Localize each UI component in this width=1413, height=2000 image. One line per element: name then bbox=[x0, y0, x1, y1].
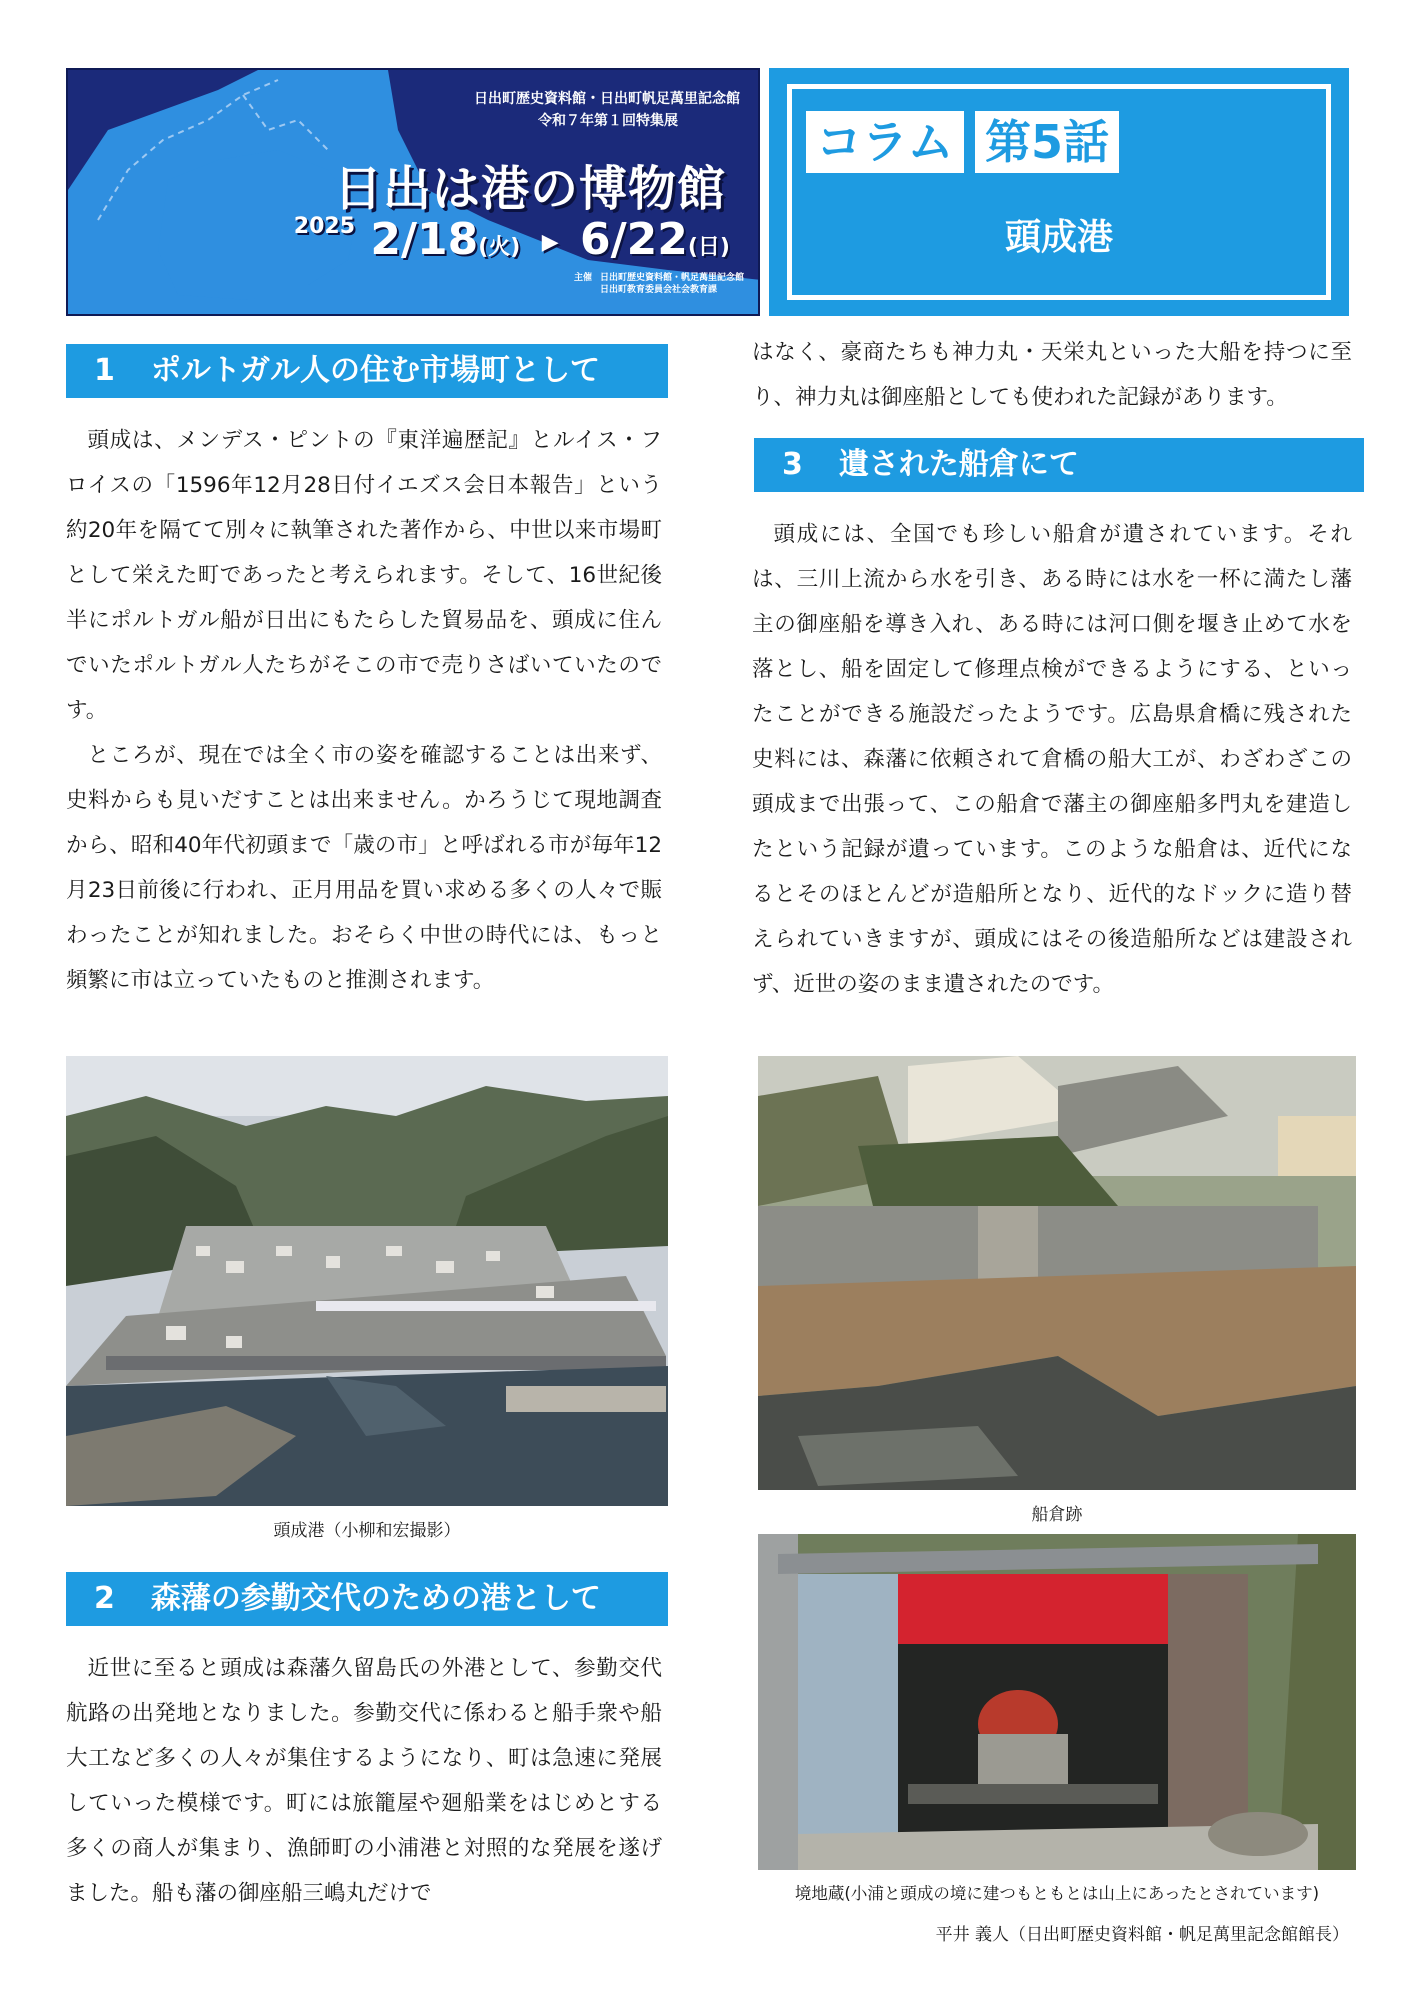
harbor-aerial-photo bbox=[66, 1056, 668, 1506]
banner-dates bbox=[294, 214, 730, 265]
section-2-number: 2 bbox=[94, 1581, 115, 1616]
author-credit: 平井 義人（日出町歴史資料館・帆足萬里記念館館長） bbox=[935, 1925, 1349, 1945]
column-tag: コラム bbox=[806, 111, 964, 173]
column-title: 頭成港 bbox=[1004, 217, 1113, 258]
banner-start-date: 2/18 bbox=[370, 214, 479, 265]
photo-3-caption: 境地蔵(小浦と頭成の境に建つもともとは山上にあったとされています) bbox=[794, 1884, 1320, 1903]
column-episode: 第5話 bbox=[975, 111, 1119, 173]
exhibition-banner bbox=[66, 68, 760, 316]
date-arrow-icon: ▶ bbox=[541, 229, 559, 255]
section-1-title: ポルトガル人の住む市場町として bbox=[150, 353, 600, 388]
section-1-number: 1 bbox=[94, 353, 115, 388]
section-3-title: 遺された船倉にて bbox=[838, 447, 1079, 482]
section-1-paragraph-2: ところが、現在では全く市の姿を確認することは出来ず、史料からも見いだすことは出来ません。かろうじて現地調査から、昭和40年代初頭まで「歳の市」と呼ばれる市が毎年12月23日前後に行われ、正月用品を買い求める多くの人々で賑わったことが知れました。おそらく中世の時代には、もっと頻繁に市は立っていたものと推測されます。 bbox=[66, 743, 662, 993]
ship-dock-photo bbox=[758, 1056, 1356, 1490]
section-2-heading bbox=[66, 1572, 668, 1626]
host-line1: 日出町歴史資料館・帆足萬里記念館 bbox=[599, 273, 744, 283]
banner-organizer: 日出町歴史資料館・日出町帆足萬里記念館 bbox=[474, 91, 740, 107]
banner-year: 2025 bbox=[293, 214, 355, 239]
photo-2-caption: 船倉跡 bbox=[1031, 1505, 1083, 1525]
section-1-body bbox=[66, 418, 662, 1003]
section-1-heading bbox=[66, 344, 668, 398]
host-line2: 日出町教育委員会社会教育課 bbox=[599, 285, 717, 295]
section-2-paragraph-1: 近世に至ると頭成は森藩久留島氏の外港として、参勤交代航路の出発地となりました。参勤交代に係わると船手衆や船大工など多くの人々が集住するようになり、町は急速に発展していった模様です。町には旅籠屋や廻船業をはじめとする多くの商人が集まり、漁師町の小浦港と対照的な発展を遂げました。船も藩の御座船三嶋丸だけで bbox=[66, 1656, 662, 1906]
photo-1-caption: 頭成港（小柳和宏撮影） bbox=[273, 1521, 461, 1541]
banner-host bbox=[574, 272, 744, 296]
column-frame bbox=[787, 84, 1331, 300]
banner-title: 日出は港の博物館 bbox=[333, 161, 726, 217]
banner-start-dow: (火) bbox=[478, 235, 521, 260]
section-2-continuation-text: はなく、豪商たちも神力丸・天栄丸といった大船を持つに至り、神力丸は御座船としても使われた記録があります。 bbox=[752, 340, 1352, 410]
section-3-body bbox=[752, 512, 1352, 1007]
host-label: 主催 bbox=[573, 273, 592, 283]
banner-end-date: 6/22 bbox=[579, 214, 688, 265]
column-title-box bbox=[769, 68, 1349, 316]
section-3-number: 3 bbox=[782, 447, 803, 482]
section-2-continuation bbox=[752, 330, 1352, 420]
section-3-paragraph-1: 頭成には、全国でも珍しい船倉が遺されています。それは、三川上流から水を引き、ある時には水を一杯に満たし藩主の御座船を導き入れ、ある時には河口側を堰き止めて水を落とし、船を固定して修理点検ができるようにする、といったことができる施設だったようです。広島県倉橋に残された史料には、森藩に依頼されて倉橋の船大工が、わざわざこの頭成まで出張って、この船倉で藩主の御座船多門丸を建造したという記録が遺っています。このような船倉は、近代になるとそのほとんどが造船所となり、近代的なドックに造り替えられていきますが、頭成にはその後造船所などは建設されず、近世の姿のまま遺されたのです。 bbox=[752, 522, 1352, 997]
jizo-shrine-photo bbox=[758, 1534, 1356, 1870]
section-3-heading bbox=[754, 438, 1364, 492]
section-1-paragraph-1: 頭成は、メンデス・ピントの『東洋遍歴記』とルイス・フロイスの「1596年12月28日付イエズス会日本報告」という約20年を隔てて別々に執筆された著作から、中世以来市場町として栄えた町であったと考えられます。そして、16世紀後半にポルトガル船が日出にもたらした貿易品を、頭成に住んでいたポルトガル人たちがそこの市で売りさばいていたのです。 bbox=[66, 428, 662, 723]
section-2-title: 森藩の参勤交代のための港として bbox=[150, 1581, 601, 1616]
section-2-body bbox=[66, 1646, 662, 1916]
banner-end-dow: (日) bbox=[687, 235, 730, 260]
banner-subtitle: 令和７年第１回特集展 bbox=[538, 113, 678, 129]
